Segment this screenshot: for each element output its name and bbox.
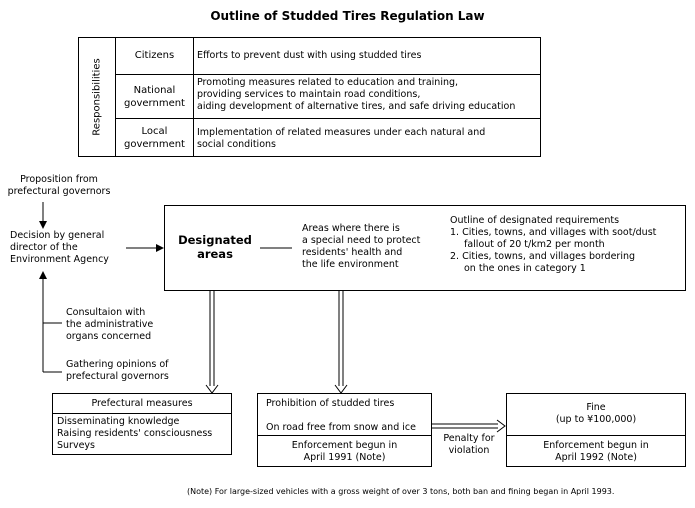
designated-areas-description: Areas where there is a special need to protect residents' health and the life environment: [302, 223, 421, 270]
designated-areas-title: Designated areas: [178, 233, 252, 261]
prohibition-enforcement: Enforcement begun in April 1991 (Note): [291, 440, 398, 463]
local-government-responsibility: Implementation of related measures under each natural and social conditions: [197, 127, 486, 150]
fine-divider: [506, 435, 686, 436]
citizens-responsibility: Efforts to prevent dust with using studded tires: [197, 50, 422, 61]
prefectural-divider: [52, 413, 232, 414]
consultation-text: Consultaion with the administrative organs concerned: [66, 307, 154, 342]
prefectural-measures-list: Disseminating knowledge Raising residents' consciousness Surveys: [57, 416, 213, 451]
gathering-text: Gathering opinions of prefectural governors: [66, 359, 169, 382]
entity-local-government: Local government: [124, 126, 185, 150]
fine-enforcement: Enforcement begun in April 1992 (Note): [543, 440, 649, 463]
penalty-label: Penalty for violation: [443, 433, 495, 456]
entity-national-government: National government: [124, 85, 185, 109]
prefectural-measures-title: Prefectural measures: [91, 398, 193, 409]
prohibition-title: Prohibition of studded tires: [266, 398, 395, 409]
entity-citizens: Citizens: [134, 50, 175, 61]
prefectural-arrow-head: [206, 385, 218, 393]
page-title: Outline of Studded Tires Regulation Law: [210, 9, 485, 23]
prohibition-arrow-head: [335, 385, 347, 393]
fine-title: Fine (up to ¥100,000): [555, 402, 637, 425]
prohibition-scope: On road free from snow and ice: [266, 422, 416, 433]
penalty-arrow-head: [497, 420, 505, 432]
decision-text: Decision by general director of the Environment Agency: [10, 230, 109, 265]
national-government-responsibility: Promoting measures related to education and training, providing services to maintain road conditions, aiding development of alternative tires, and safe driving education: [197, 77, 516, 112]
designated-requirements: Outline of designated requirements 1. Cities, towns, and villages with soot/dust fallout of 20 t/km2 per month 2. Cities, towns, and villages bordering on the ones in category 1: [450, 215, 657, 274]
proposition-text: Proposition from prefectural governors: [7, 174, 111, 197]
responsibilities-label: Responsibilities: [91, 58, 103, 136]
footnote: (Note) For large-sized vehicles with a gross weight of over 3 tons, both ban and fining began in April 1993.: [187, 487, 615, 496]
prohibition-divider: [257, 435, 432, 436]
